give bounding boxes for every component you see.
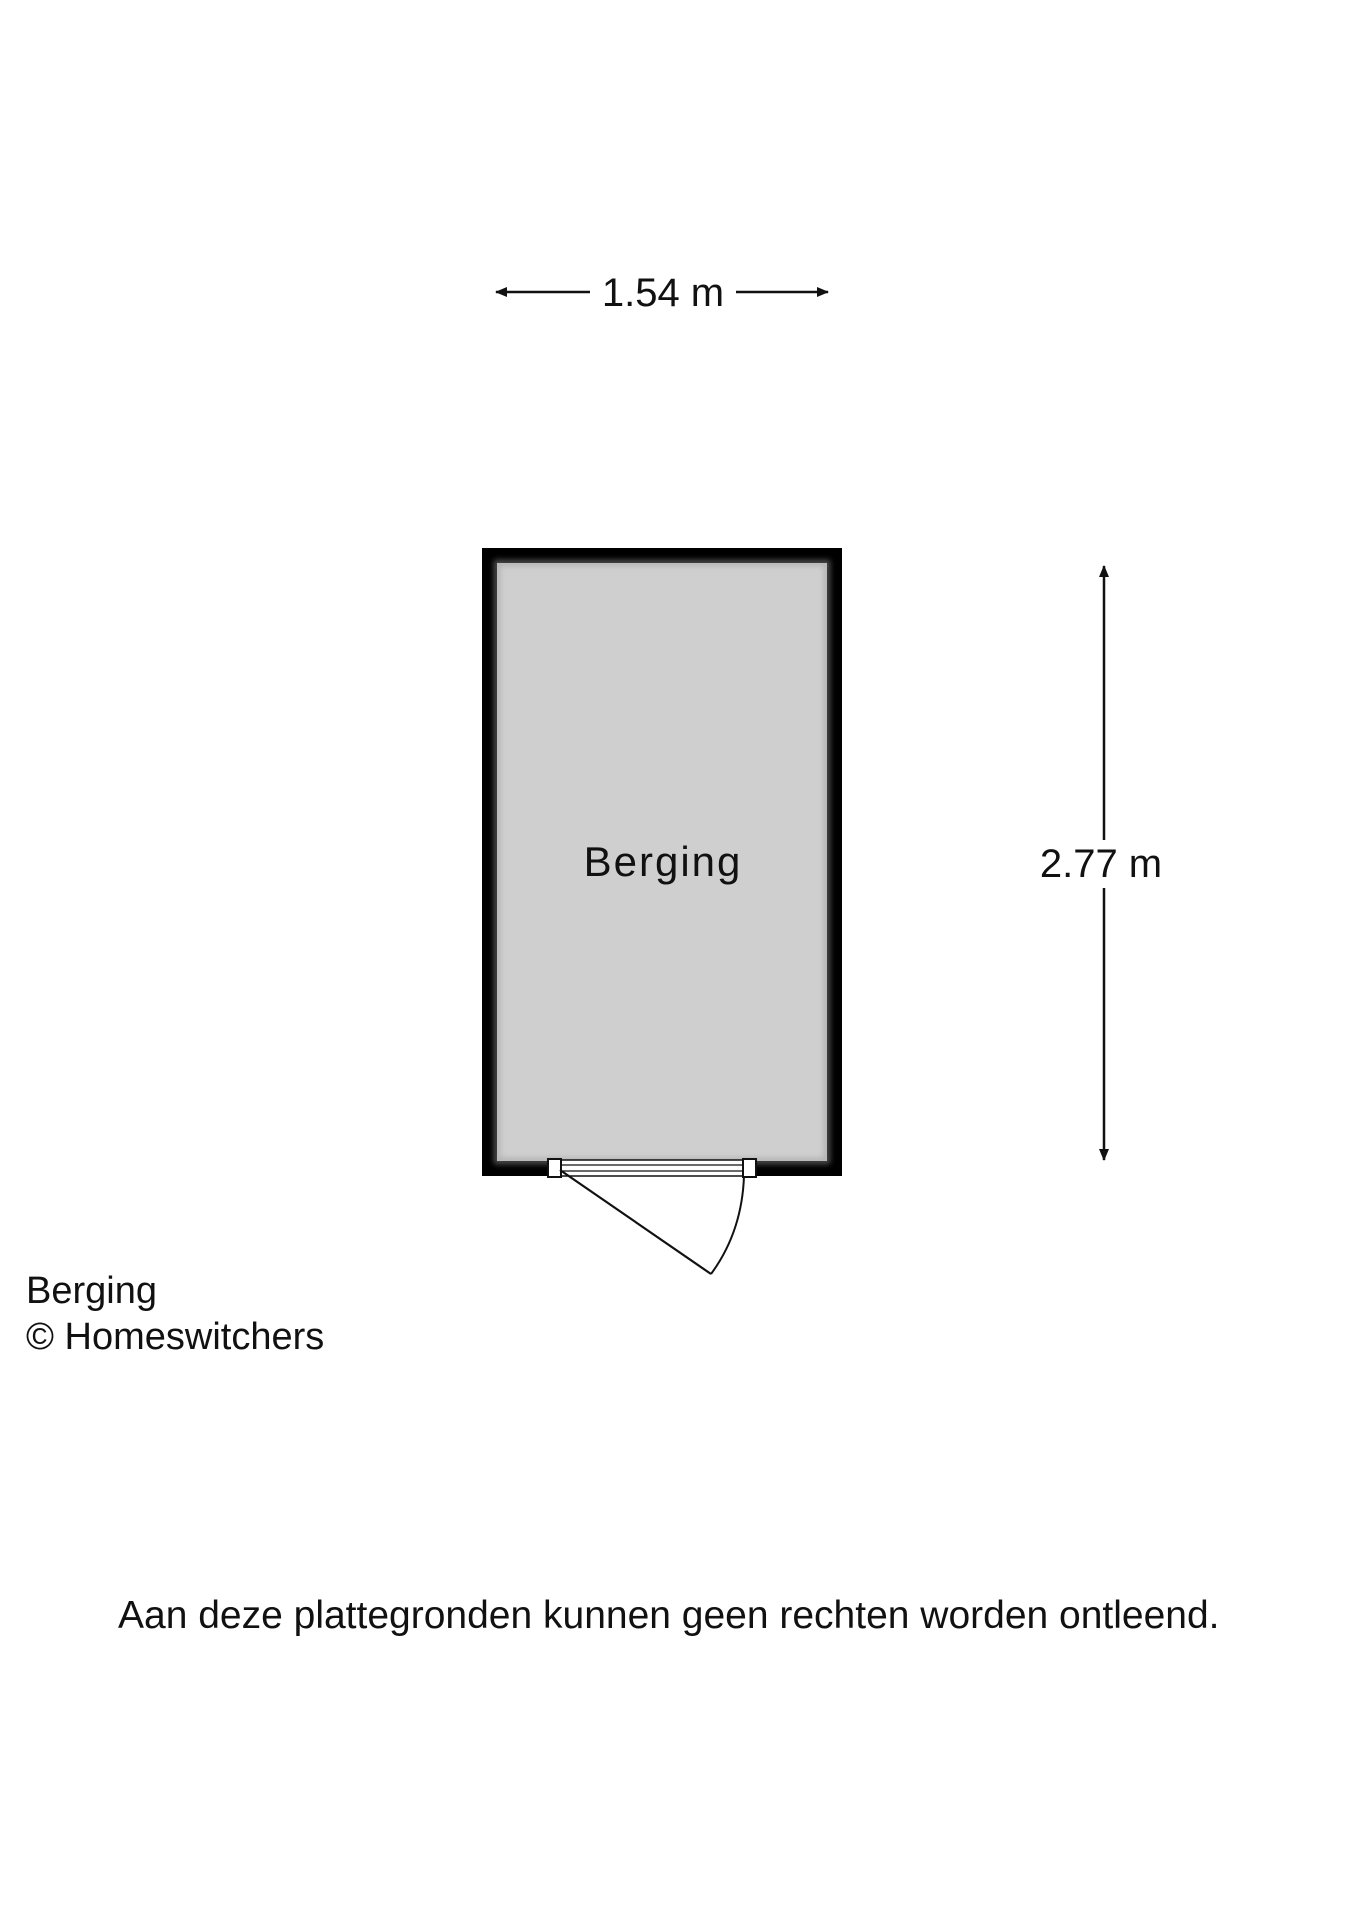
door-jamb-left — [548, 1159, 561, 1177]
room-berging — [482, 548, 842, 1176]
height-dimension — [1040, 566, 1162, 1160]
door-jamb-right — [743, 1159, 756, 1177]
width-dimension — [496, 271, 828, 315]
floor-caption — [26, 1268, 324, 1360]
disclaimer-text: Aan deze plattegronden kunnen geen rechten worden ontleend. — [118, 1594, 1220, 1637]
copyright-text: © Homeswitchers — [26, 1316, 325, 1358]
room-label: Berging — [583, 838, 743, 885]
floor-name: Berging — [26, 1270, 157, 1312]
door-swing-arc — [711, 1176, 744, 1274]
door-leaf — [560, 1170, 711, 1274]
width-label: 1.54 m — [601, 271, 725, 315]
door-opening — [556, 1160, 756, 1176]
door — [548, 1159, 756, 1274]
height-label: 2.77 m — [1039, 842, 1163, 886]
